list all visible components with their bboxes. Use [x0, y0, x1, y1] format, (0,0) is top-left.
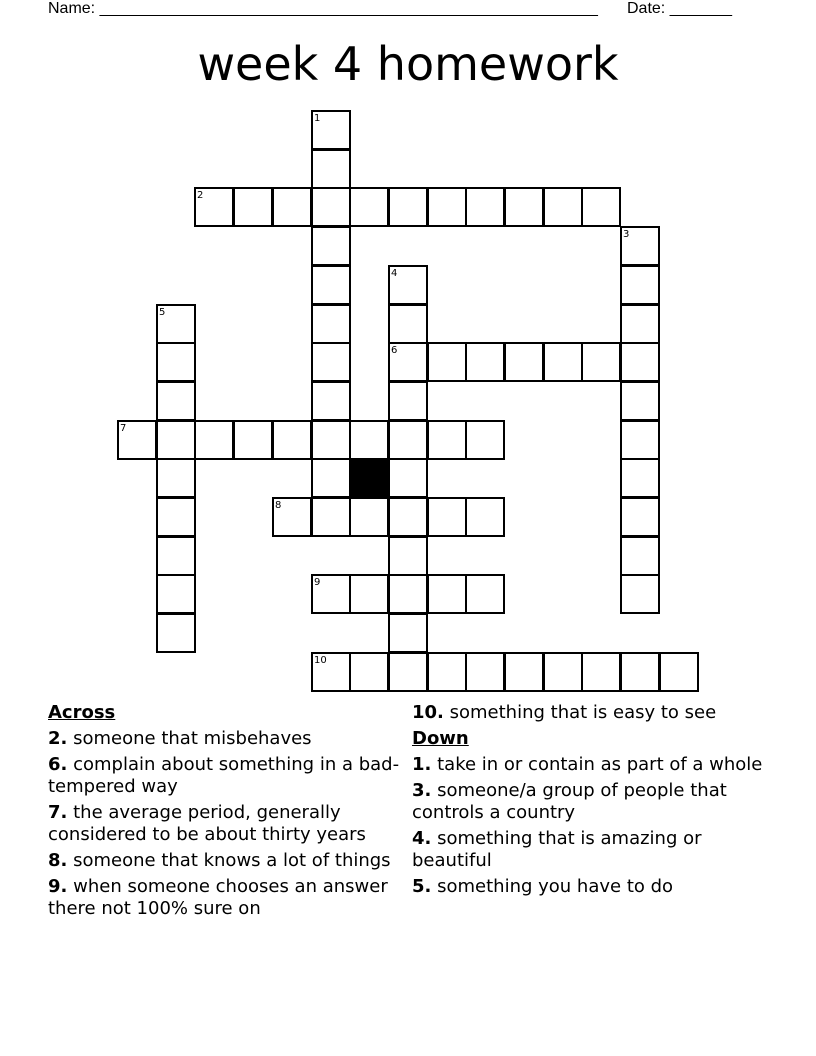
grid-cell[interactable] — [156, 536, 196, 576]
grid-cell[interactable] — [581, 342, 621, 382]
grid-cell[interactable] — [620, 536, 660, 576]
grid-cell[interactable] — [194, 420, 234, 460]
grid-cell[interactable] — [388, 187, 428, 227]
numbered-cell[interactable] — [117, 420, 157, 460]
numbered-cell[interactable] — [620, 226, 660, 266]
grid-cell[interactable] — [156, 574, 196, 614]
grid-cell[interactable] — [233, 187, 273, 227]
clues-right-column — [412, 702, 772, 902]
across-clue: 6. complain about something in a bad-tempered way — [48, 754, 400, 797]
date-field: Date: _______ — [627, 0, 732, 17]
grid-cell[interactable] — [311, 304, 351, 344]
name-field: Name: ________________________________________________________ — [48, 0, 598, 17]
grid-cell[interactable] — [504, 342, 544, 382]
grid-cell[interactable] — [233, 420, 273, 460]
cell-number: 1 — [314, 113, 321, 124]
down-clue: 3. someone/a group of people that controls a country — [412, 780, 727, 823]
grid-cell[interactable] — [620, 574, 660, 614]
grid-cell[interactable] — [272, 420, 312, 460]
grid-cell[interactable] — [311, 226, 351, 266]
grid-cell[interactable] — [504, 652, 544, 692]
grid-cell[interactable] — [427, 497, 467, 537]
grid-cell[interactable] — [620, 420, 660, 460]
numbered-cell[interactable] — [311, 574, 351, 614]
grid-cell[interactable] — [349, 187, 389, 227]
grid-cell[interactable] — [504, 187, 544, 227]
clues-left-column — [48, 702, 408, 924]
grid-cell[interactable] — [465, 420, 505, 460]
across-clue: 9. when someone chooses an answer there not 100% sure on — [48, 876, 388, 919]
cell-number: 3 — [623, 229, 630, 240]
grid-cell[interactable] — [620, 342, 660, 382]
page-title: week 4 homework — [197, 37, 619, 91]
grid-cell[interactable] — [156, 381, 196, 421]
grid-cell[interactable] — [156, 458, 196, 498]
numbered-cell[interactable] — [311, 652, 351, 692]
across-clue: 10. something that is easy to see — [412, 702, 717, 723]
grid-cell[interactable] — [465, 342, 505, 382]
down-clue: 5. something you have to do — [412, 876, 674, 897]
grid-cell[interactable] — [156, 342, 196, 382]
grid-cell[interactable] — [620, 381, 660, 421]
grid-cell[interactable] — [620, 265, 660, 305]
grid-cell[interactable] — [465, 574, 505, 614]
grid-cell[interactable] — [388, 304, 428, 344]
grid-cell[interactable] — [388, 536, 428, 576]
cell-number: 7 — [120, 423, 127, 434]
grid-cell[interactable] — [349, 497, 389, 537]
grid-cell[interactable] — [311, 497, 351, 537]
grid-cell[interactable] — [581, 187, 621, 227]
grid-cell[interactable] — [156, 497, 196, 537]
numbered-cell[interactable] — [388, 265, 428, 305]
grid-cell[interactable] — [311, 420, 351, 460]
grid-cell[interactable] — [349, 420, 389, 460]
cell-number: 5 — [159, 307, 166, 318]
grid-cell[interactable] — [311, 342, 351, 382]
grid-cell[interactable] — [388, 652, 428, 692]
cell-number: 2 — [197, 190, 204, 201]
numbered-cell[interactable] — [311, 110, 351, 150]
grid-cell[interactable] — [427, 342, 467, 382]
grid-cell[interactable] — [388, 574, 428, 614]
grid-cell[interactable] — [427, 574, 467, 614]
grid-cell[interactable] — [465, 652, 505, 692]
cell-number: 10 — [314, 655, 327, 666]
grid-cell[interactable] — [543, 342, 583, 382]
grid-cell[interactable] — [311, 265, 351, 305]
grid-cell[interactable] — [349, 652, 389, 692]
grid-cell[interactable] — [465, 187, 505, 227]
grid-cell[interactable] — [388, 458, 428, 498]
grid-cell[interactable] — [620, 497, 660, 537]
grid-cell[interactable] — [349, 574, 389, 614]
grid-cell[interactable] — [388, 613, 428, 653]
grid-cell[interactable] — [659, 652, 699, 692]
grid-cell[interactable] — [581, 652, 621, 692]
grid-cell[interactable] — [156, 613, 196, 653]
grid-cell[interactable] — [427, 187, 467, 227]
grid-cell[interactable] — [465, 497, 505, 537]
numbered-cell[interactable] — [194, 187, 234, 227]
grid-cell[interactable] — [427, 652, 467, 692]
grid-cell[interactable] — [311, 187, 351, 227]
grid-cell[interactable] — [156, 420, 196, 460]
grid-cell[interactable] — [388, 497, 428, 537]
grid-cell[interactable] — [620, 304, 660, 344]
across-clue: 8. someone that knows a lot of things — [48, 850, 391, 871]
down-clue: 1. take in or contain as part of a whole — [412, 754, 763, 775]
grid-cell[interactable] — [388, 381, 428, 421]
grid-cell[interactable] — [543, 652, 583, 692]
grid-cell[interactable] — [272, 187, 312, 227]
cell-number: 9 — [314, 577, 321, 588]
grid-cell[interactable] — [543, 187, 583, 227]
down-clue: 4. something that is amazing or beautiful — [412, 828, 702, 871]
across-clue: 7. the average period, generally considered to be about thirty years — [48, 802, 366, 845]
cell-number: 4 — [391, 268, 398, 279]
grid-cell[interactable] — [620, 652, 660, 692]
grid-cell[interactable] — [311, 149, 351, 189]
numbered-cell[interactable] — [156, 304, 196, 344]
cell-number: 8 — [275, 500, 282, 511]
grid-cell[interactable] — [311, 458, 351, 498]
grid-cell[interactable] — [388, 420, 428, 460]
across-heading: Across — [48, 702, 116, 723]
grid-cell[interactable] — [311, 381, 351, 421]
cell-number: 6 — [391, 345, 398, 356]
numbered-cell[interactable] — [388, 342, 428, 382]
numbered-cell[interactable] — [272, 497, 312, 537]
across-clue: 2. someone that misbehaves — [48, 728, 312, 749]
grid-cell[interactable] — [427, 420, 467, 460]
blocked-cell — [349, 458, 389, 498]
grid-cell[interactable] — [620, 458, 660, 498]
down-heading: Down — [412, 728, 469, 749]
